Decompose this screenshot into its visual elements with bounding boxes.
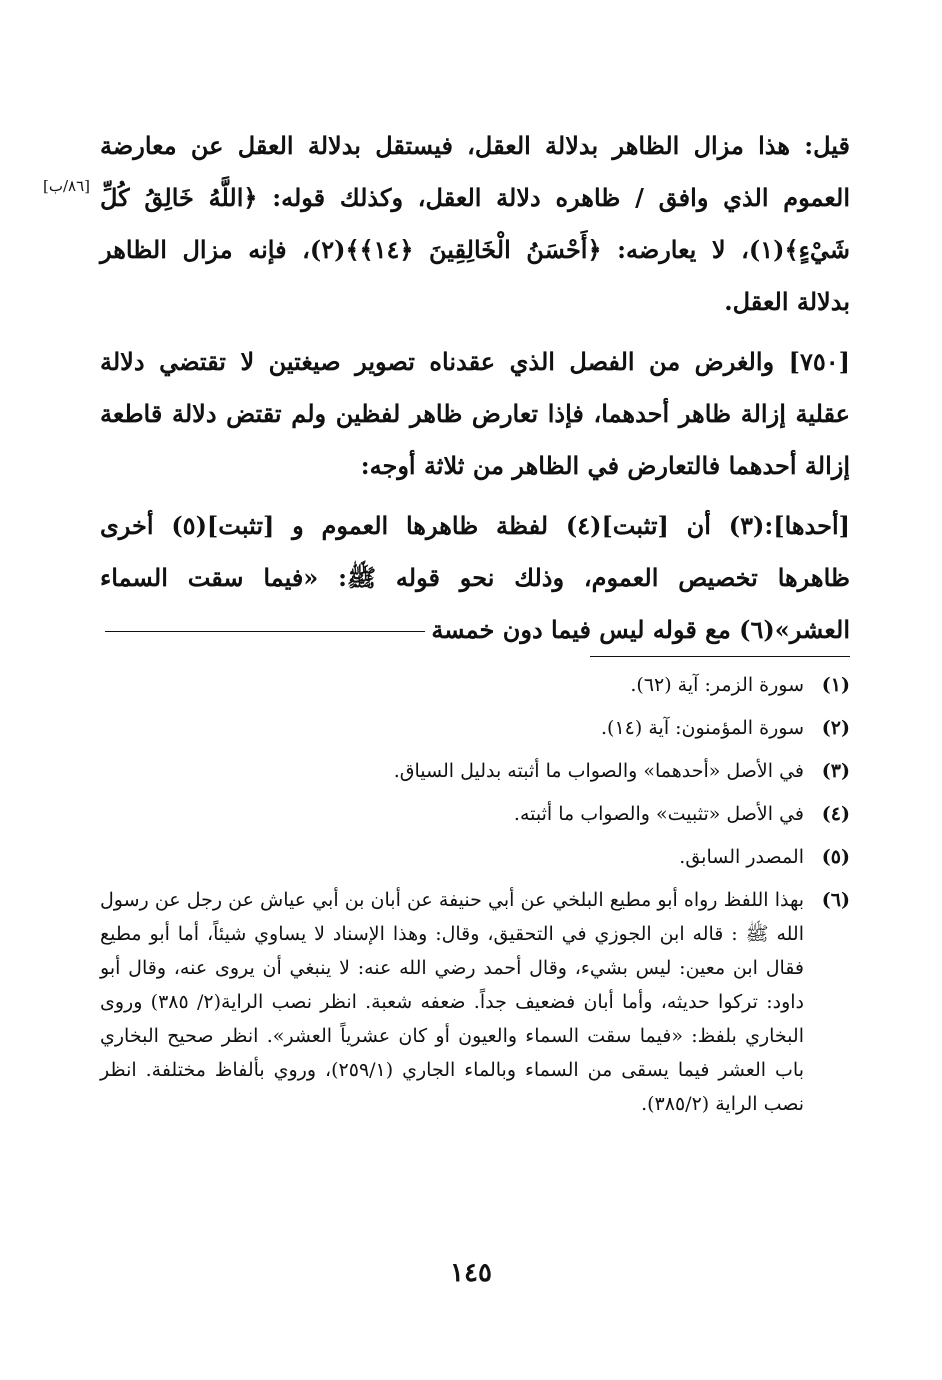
footnote-item xyxy=(100,797,850,831)
footnote-number: (٥) xyxy=(821,846,850,868)
footnote-text: المصدر السابق. xyxy=(679,846,804,868)
footnote-item xyxy=(100,840,850,874)
continuation-rule xyxy=(105,631,425,632)
footnote-number: (٦) xyxy=(821,889,850,911)
footnote-number: (٢) xyxy=(821,717,850,739)
footnote-text: في الأصل «أحدهما» والصواب ما أثبته بدليل السياق. xyxy=(393,760,804,782)
main-text xyxy=(100,120,850,656)
paragraph-3 xyxy=(100,500,850,656)
footnote-item xyxy=(100,668,850,702)
footnote-item xyxy=(100,711,850,745)
paragraph-3-text: [أحدها]:(٣) أن [تثبت](٤) لفظة ظاهرها العموم و [تثبت](٥) أخرى ظاهرها تخصيص العموم، وذلك نحو قوله ﷺ: «فيما سقت السماء العشر»(٦) مع قوله ليس فيما دون خمسة xyxy=(100,511,850,644)
footnote-text: سورة المؤمنون: آية (١٤). xyxy=(601,717,804,739)
footnotes xyxy=(100,668,850,1130)
paragraph-1: قيل: هذا مزال الظاهر بدلالة العقل، فيستقل بدلالة العقل عن معارضة العموم الذي وافق / ظاهره دلالة العقل، وكذلك قوله: ﴿اللَّهُ خَالِقُ كُلِّ شَيْءٍ﴾(١)، لا يعارضه: ﴿أَحْسَنُ الْخَالِقِينَ ﴿١٤﴾﴾(٢)، فإنه مزال الظاهر بدلالة العقل. xyxy=(100,131,850,316)
footnote-separator xyxy=(590,656,850,657)
footnote-text: في الأصل «تثبيت» والصواب ما أثبته. xyxy=(513,803,804,825)
footnote-item xyxy=(100,883,850,1121)
footnote-number: (١) xyxy=(821,674,850,696)
page-number: ١٤٥ xyxy=(450,1258,492,1288)
footnote-number: (٣) xyxy=(821,760,850,782)
footnote-text: سورة الزمر: آية (٦٢). xyxy=(630,674,804,696)
footnote-text: بهذا اللفظ رواه أبو مطيع البلخي عن أبي حنيفة عن أبان بن أبي عياش عن رجل عن رسول الله ﷺ : قاله ابن الجوزي في التحقيق، وقال: وهذا الإسناد لا يساوي شيئاً، أما أبو مطيع فقال ابن معين: ليس بشيء، وقال أحمد رضي الله عنه: لا ينبغي أن يروى عنه، وقال أبو داود: تركوا حديثه، وأما أبان فضعيف جداً. ضعفه شعبة. انظر نصب الراية(٢/ ٣٨٥) وروى البخاري بلفظ: «فيما سقت السماء والعيون أو كان عشرياً العشر». انظر صحيح البخاري باب العشر فيما يسقى من السماء وبالماء الجاري (٢٥٩/١)، وروي بألفاظ مختلفة. انظر نصب الراية (٣٨٥/٢). xyxy=(100,889,804,1115)
footnote-item xyxy=(100,754,850,788)
paragraph-2: [٧٥٠] والغرض من الفصل الذي عقدناه تصوير صيغتين لا تقتضي دلالة عقلية إزالة ظاهر أحدهما، فإذا تعارض ظاهر لفظين ولم تقتض دلالة قاطعة إزالة أحدهما فالتعارض في الظاهر من ثلاثة أوجه: xyxy=(100,347,850,480)
margin-folio-note: [٨٦/ب] xyxy=(42,177,90,195)
footnote-number: (٤) xyxy=(821,803,850,825)
